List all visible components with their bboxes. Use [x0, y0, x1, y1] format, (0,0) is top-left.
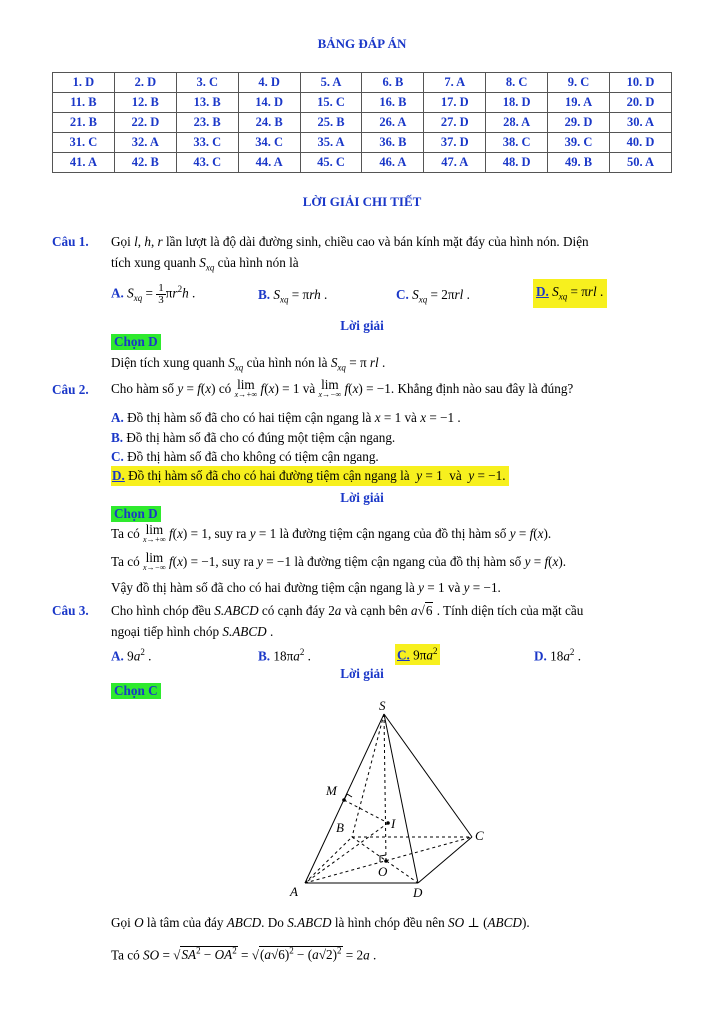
answer-cell: 23. B — [176, 113, 238, 133]
answer-cell: 27. D — [424, 113, 486, 133]
label-c: C — [475, 828, 484, 843]
q3-text-line2: ngoại tiếp hình chóp S.ABCD . — [111, 624, 274, 639]
q3-solution-heading: Lời giải — [340, 666, 384, 681]
answer-cell: 19. A — [548, 93, 610, 113]
pyramid-figure — [270, 698, 500, 903]
answer-cell: 24. B — [238, 113, 300, 133]
q3-chosen-answer: Chọn C — [111, 683, 161, 699]
answer-cell: 8. C — [486, 73, 548, 93]
label-a: A — [290, 884, 298, 899]
q1-solution-text: Diện tích xung quanh $S_{xq}$ của hình nón là $S_{xq} = \pi$ rl . — [111, 355, 386, 373]
q3-option-a[interactable]: A. $9a^2$ . — [111, 647, 152, 664]
q2-option-c[interactable]: C. Đồ thị hàm số đã cho không có tiệm cận ngang. — [111, 449, 379, 464]
q1-chosen-answer: Chọn D — [111, 334, 161, 350]
label-d: D — [413, 885, 423, 900]
q2-solution-line3: Vậy đồ thị hàm số đã cho có hai đường tiệm cận ngang là y = 1 và y = −1. — [111, 580, 501, 595]
answer-cell: 2. D — [114, 73, 176, 93]
answer-cell: 22. D — [114, 113, 176, 133]
answer-cell: 42. B — [114, 153, 176, 173]
answer-cell: 43. C — [176, 153, 238, 173]
edge-sb — [352, 714, 384, 837]
answer-table — [52, 72, 672, 173]
answer-row — [53, 113, 672, 133]
answer-cell: 35. A — [300, 133, 362, 153]
q2-solution-line2: Ta có lim x→−∞ f(x) = −1, suy ra y = −1 là đường tiệm cận ngang của đồ thị hàm số y = f(x). — [111, 550, 567, 572]
answer-cell: 6. B — [362, 73, 424, 93]
q3-solution-line2: Ta có SO = $√SA^2 - OA^2 = √(a√6)^2 - (a√2)^2 = 2a$ . — [111, 946, 377, 963]
label-b: B — [336, 820, 344, 835]
label-i: I — [391, 816, 396, 831]
q1-label: Câu 1. — [52, 234, 89, 249]
q1-option-c[interactable]: C. $S_{xq} = 2\pi rl$ . — [396, 287, 470, 305]
answer-row — [53, 73, 672, 93]
answer-cell: 1. D — [53, 73, 115, 93]
q2-solution-heading: Lời giải — [340, 490, 384, 505]
answer-cell: 15. C — [300, 93, 362, 113]
answer-row — [53, 153, 672, 173]
answer-cell: 13. B — [176, 93, 238, 113]
answer-cell: 28. A — [486, 113, 548, 133]
q3-option-b[interactable]: B. $18\pi a^2$ . — [258, 647, 311, 664]
q1-text-line1: Gọi l, h, r lần lượt là độ dài đường sinh, chiều cao và bán kính mặt đáy của hình nón. Diện — [111, 234, 589, 249]
label-m: M — [326, 783, 337, 798]
edge-dc — [418, 837, 472, 883]
q1-option-d-correct[interactable]: D. $S_{xq} = \pi rl$ . — [533, 279, 607, 308]
q1-option-a[interactable]: A. $S_{xq}$ = $\frac{1}{3}$ $\pi r^2h$ . — [111, 282, 196, 306]
answer-cell: 46. A — [362, 153, 424, 173]
answer-cell: 36. B — [362, 133, 424, 153]
answer-cell: 9. C — [548, 73, 610, 93]
answer-cell: 41. A — [53, 153, 115, 173]
answer-row — [53, 133, 672, 153]
answer-cell: 11. B — [53, 93, 115, 113]
answer-cell: 21. B — [53, 113, 115, 133]
edge-sc — [384, 714, 472, 837]
label-o: O — [378, 864, 388, 879]
height-so — [384, 714, 386, 861]
diag-ac — [305, 837, 472, 883]
answer-key-title: BẢNG ĐÁP ÁN — [317, 36, 407, 51]
answer-cell: 34. C — [238, 133, 300, 153]
answer-cell: 20. D — [610, 93, 672, 113]
q2-option-d-correct[interactable]: D. Đồ thị hàm số đã cho có hai đường tiệm cận ngang là y = 1 và y = −1. — [111, 466, 509, 486]
edge-sd — [384, 714, 418, 883]
answer-cell: 4. D — [238, 73, 300, 93]
answer-cell: 50. A — [610, 153, 672, 173]
q3-text-line1: Cho hình chóp đều S.ABCD có cạnh đáy 2a và cạnh bên a√6 . Tính diện tích của mặt cầu — [111, 603, 584, 618]
answer-cell: 18. D — [486, 93, 548, 113]
answer-cell: 12. B — [114, 93, 176, 113]
segment-mi — [344, 800, 388, 823]
q3-solution-line1: Gọi O là tâm của đáy ABCD. Do S.ABCD là hình chóp đều nên SO ⊥ (ABCD). — [111, 915, 530, 930]
answer-cell: 48. D — [486, 153, 548, 173]
q2-option-b[interactable]: B. Đồ thị hàm số đã cho có đúng một tiệm cận ngang. — [111, 430, 396, 445]
answer-cell: 47. A — [424, 153, 486, 173]
answer-cell: 32. A — [114, 133, 176, 153]
q1-solution-heading: Lời giải — [340, 318, 384, 333]
answer-cell: 16. B — [362, 93, 424, 113]
q2-text: Cho hàm số y = f(x) có lim x→+∞ f(x) = 1 và lim x→−∞ f(x) = −1. Khẳng định nào sau đây là đúng? — [111, 377, 574, 399]
q3-option-d[interactable]: D. $18a^2$ . — [534, 647, 581, 664]
answer-cell: 17. D — [424, 93, 486, 113]
answer-cell: 33. C — [176, 133, 238, 153]
q1-option-b[interactable]: B. $S_{xq} = \pi rh$ . — [258, 287, 328, 305]
answer-cell: 7. A — [424, 73, 486, 93]
answer-cell: 45. C — [300, 153, 362, 173]
q2-label: Câu 2. — [52, 382, 89, 397]
answer-cell: 10. D — [610, 73, 672, 93]
q3-option-c-correct[interactable]: C. $9\pi a^2$ — [395, 644, 440, 665]
answer-cell: 31. C — [53, 133, 115, 153]
q2-chosen-answer: Chọn D — [111, 506, 161, 522]
answer-cell: 29. D — [548, 113, 610, 133]
label-s: S — [379, 698, 386, 713]
segment-ia — [305, 823, 388, 883]
answer-cell: 44. A — [238, 153, 300, 173]
answer-cell: 30. A — [610, 113, 672, 133]
q3-label: Câu 3. — [52, 603, 89, 618]
answer-row — [53, 93, 672, 113]
answer-cell: 49. B — [548, 153, 610, 173]
answer-cell: 14. D — [238, 93, 300, 113]
answer-cell: 37. D — [424, 133, 486, 153]
answer-cell: 5. A — [300, 73, 362, 93]
answer-cell: 25. B — [300, 113, 362, 133]
answer-cell: 39. C — [548, 133, 610, 153]
q2-option-c-text: Đồ thị hàm số đã cho không có tiệm cận ngang. — [127, 449, 379, 464]
answer-cell: 3. C — [176, 73, 238, 93]
q2-option-a[interactable]: A. Đồ thị hàm số đã cho có hai tiệm cận ngang là x = 1 và x = −1 . — [111, 410, 461, 425]
q2-option-b-text: Đồ thị hàm số đã cho có đúng một tiệm cận ngang. — [126, 430, 396, 445]
solution-title: LỜI GIẢI CHI TIẾT — [302, 194, 422, 209]
answer-cell: 40. D — [610, 133, 672, 153]
answer-cell: 26. A — [362, 113, 424, 133]
q2-solution-line1: Ta có lim x→+∞ f(x) = 1, suy ra y = 1 là đường tiệm cận ngang của đồ thị hàm số y = f(x). — [111, 522, 552, 544]
answer-cell: 38. C — [486, 133, 548, 153]
q1-text-line2: tích xung quanh $S_{xq}$ của hình nón là — [111, 255, 299, 273]
